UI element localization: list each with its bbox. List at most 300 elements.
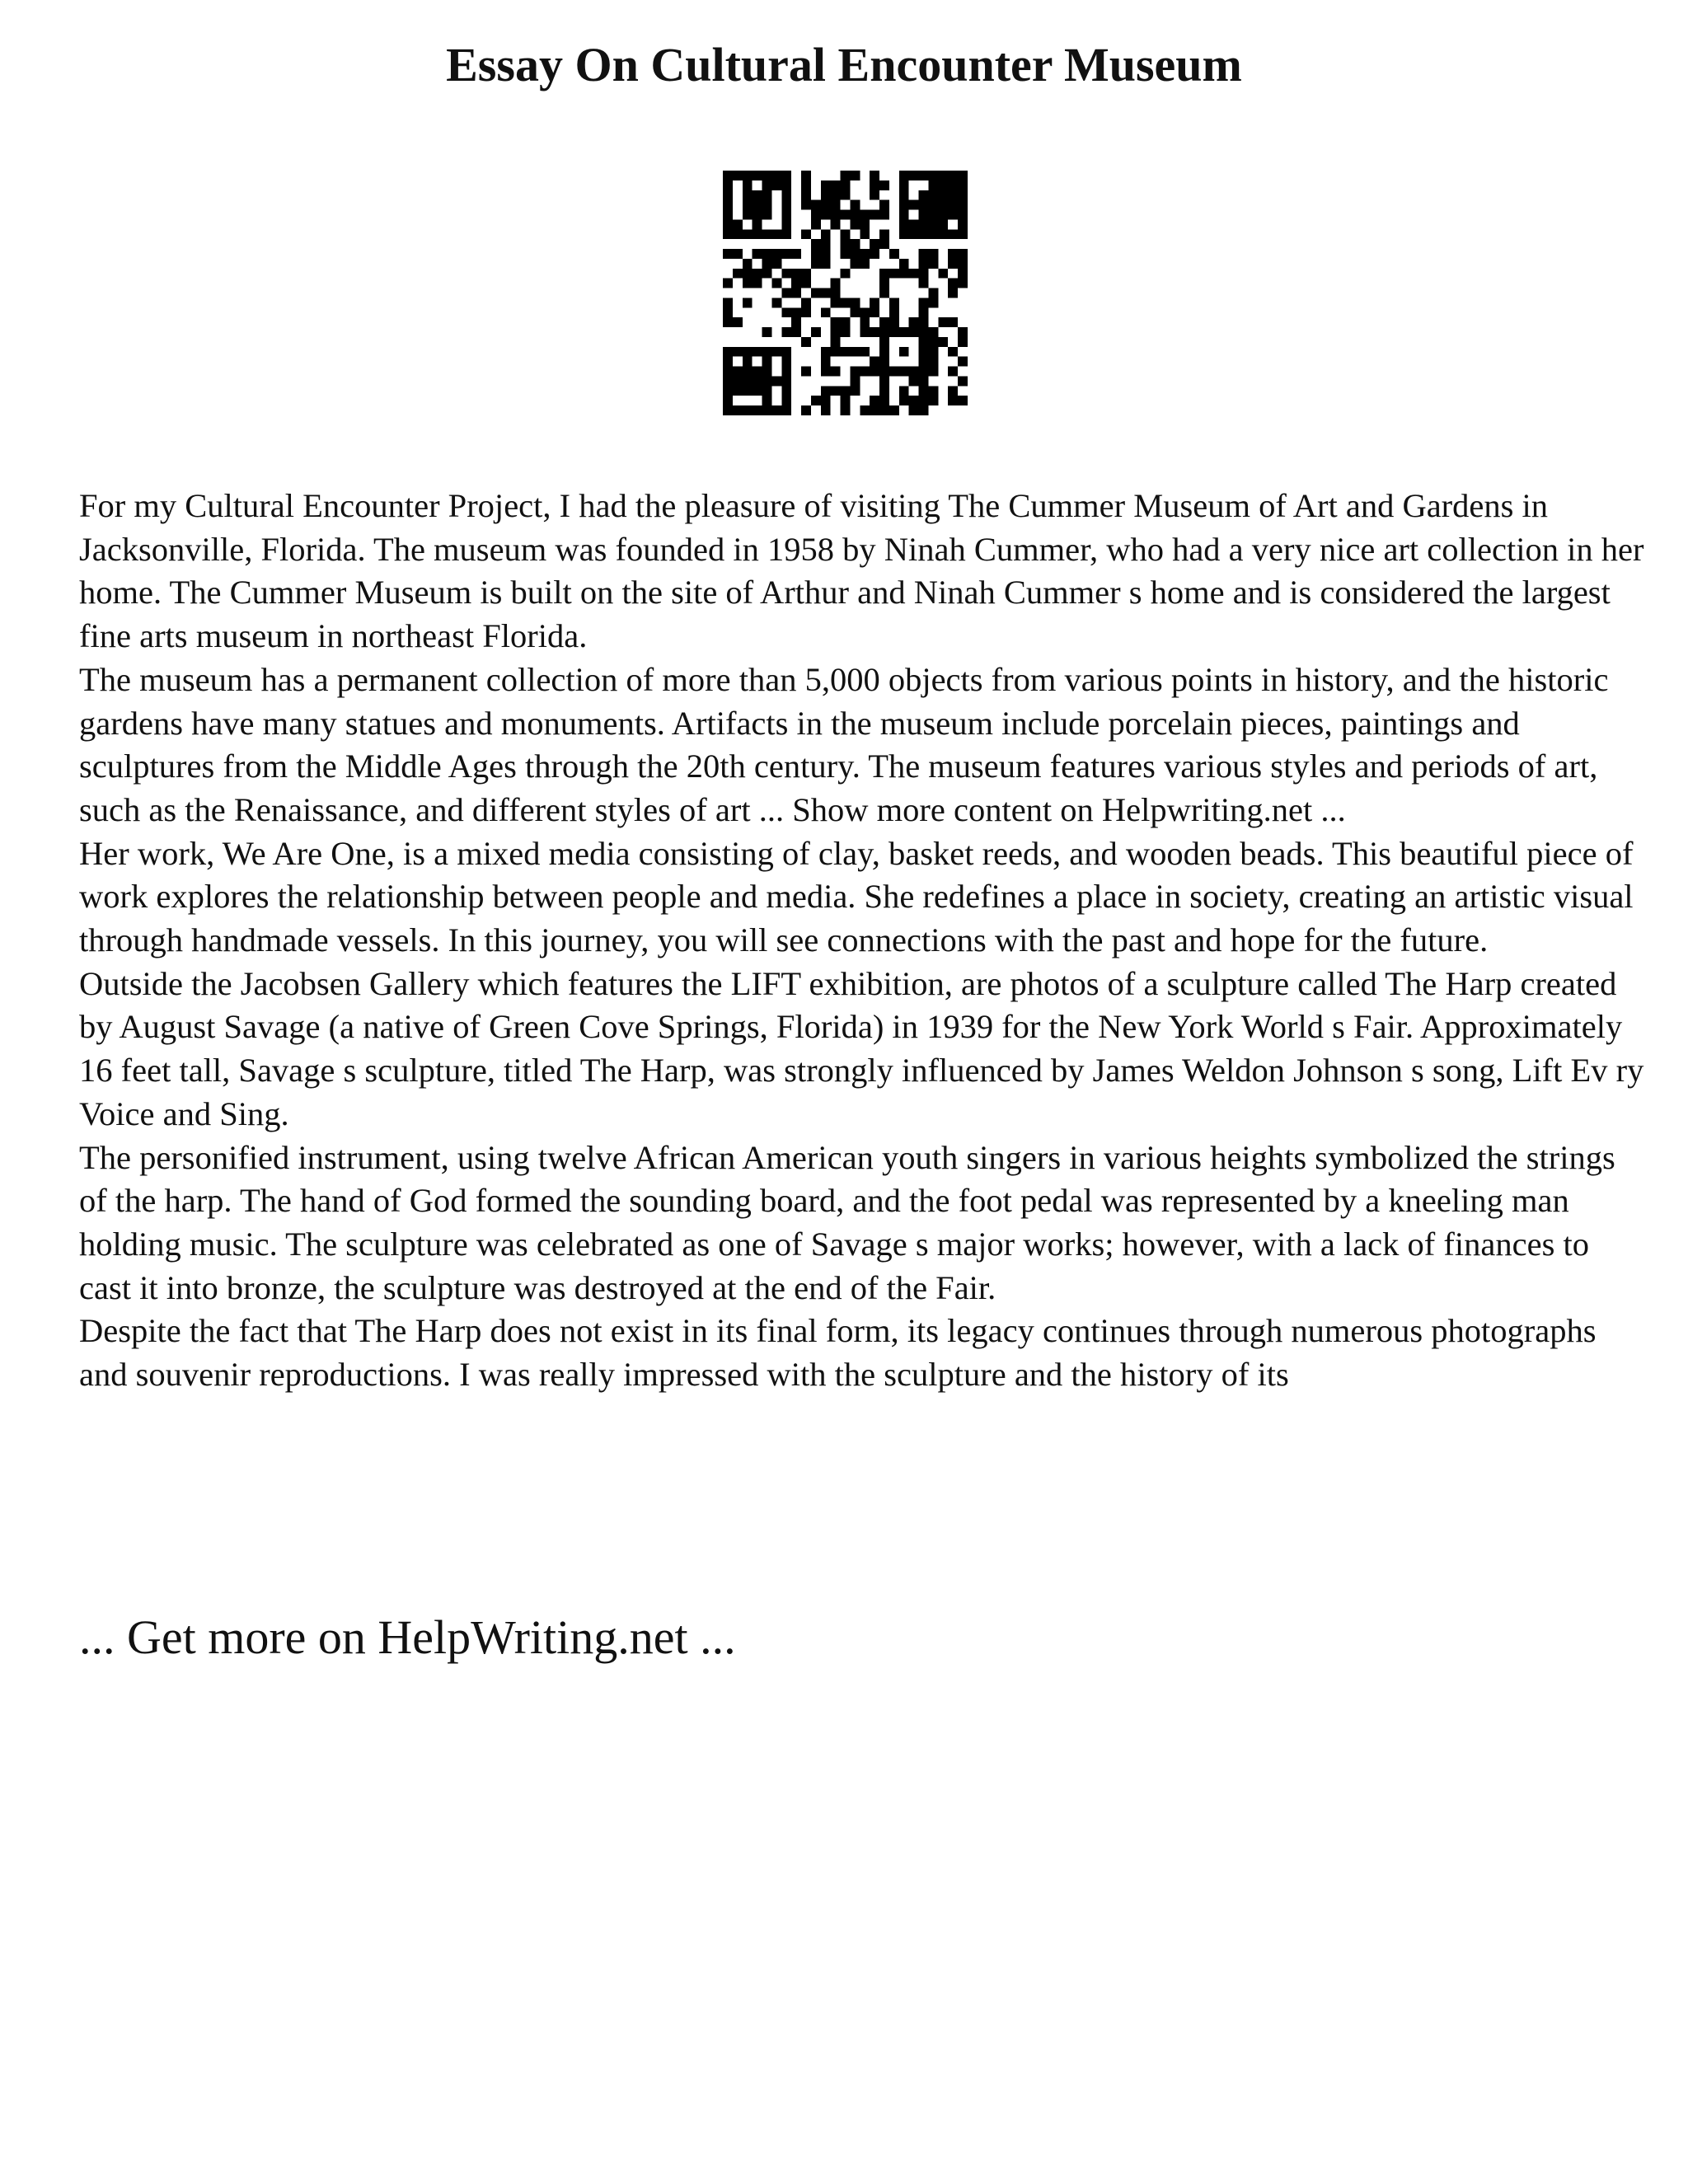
qr-module (762, 347, 772, 357)
qr-module (762, 405, 772, 415)
qr-module (899, 367, 909, 377)
qr-module (879, 347, 889, 357)
qr-module (723, 200, 733, 210)
qr-module (723, 347, 733, 357)
qr-module (821, 288, 831, 298)
qr-module (781, 396, 791, 405)
qr-module (743, 190, 753, 200)
qr-module (801, 190, 811, 200)
qr-module (870, 171, 879, 180)
qr-module (879, 337, 889, 347)
qr-module (762, 200, 772, 210)
qr-module (860, 219, 870, 229)
qr-module (879, 376, 889, 386)
essay-paragraph: For my Cultural Encounter Project, I had the pleasure of visiting The Cummer Museum of Art and Gardens in Jacksonville, Florida. The museum was founded in 1958 by Ninah Cummer, who had a very nice art collection in her home. The Cummer Museum is built on the site of Arthur and Ninah Cummer s home and is considered the largest fine arts museum in northeast Florida. (79, 487, 1644, 655)
qr-module (850, 347, 860, 357)
qr-module (723, 405, 733, 415)
qr-module (743, 405, 753, 415)
qr-module (762, 376, 772, 386)
qr-module (919, 229, 929, 239)
qr-module (909, 269, 919, 279)
qr-module (958, 259, 968, 269)
qr-module (831, 190, 841, 200)
qr-module (909, 405, 919, 415)
qr-module (821, 347, 831, 357)
qr-module (781, 200, 791, 210)
qr-module (919, 327, 929, 337)
qr-module (743, 269, 753, 279)
qr-module (781, 219, 791, 229)
qr-module (753, 386, 762, 396)
qr-module (762, 386, 772, 396)
qr-module (733, 386, 743, 396)
qr-module (762, 171, 772, 180)
qr-module (860, 259, 870, 269)
qr-module (909, 171, 919, 180)
qr-module (879, 405, 889, 415)
qr-module (879, 386, 889, 396)
qr-module (821, 396, 831, 405)
qr-module (781, 229, 791, 239)
qr-module (948, 288, 958, 298)
qr-module (743, 229, 753, 239)
qr-module (948, 386, 958, 396)
qr-module (723, 367, 733, 377)
qr-module (821, 357, 831, 367)
qr-module (753, 210, 762, 220)
qr-module (879, 180, 889, 190)
qr-module (801, 180, 811, 190)
qr-module (860, 327, 870, 337)
qr-module (919, 317, 929, 327)
qr-module (889, 298, 899, 307)
qr-module (821, 405, 831, 415)
qr-module (919, 367, 929, 377)
qr-module (811, 219, 821, 229)
qr-module (762, 190, 772, 200)
qr-module (791, 269, 801, 279)
qr-module (821, 229, 831, 239)
qr-module (958, 210, 968, 220)
qr-module (831, 367, 841, 377)
qr-module (879, 327, 889, 337)
qr-module (771, 171, 781, 180)
qr-module (919, 405, 929, 415)
qr-module (762, 357, 772, 367)
qr-module (753, 249, 762, 259)
qr-module (771, 405, 781, 415)
qr-module (919, 200, 929, 210)
qr-module (753, 171, 762, 180)
qr-module (841, 347, 851, 357)
qr-module (743, 367, 753, 377)
qr-module (801, 171, 811, 180)
qr-module (889, 367, 899, 377)
qr-module (938, 317, 948, 327)
qr-module (753, 376, 762, 386)
qr-module (958, 269, 968, 279)
qr-module (801, 269, 811, 279)
qr-module (762, 396, 772, 405)
qr-module (938, 200, 948, 210)
qr-module (821, 210, 831, 220)
qr-module (723, 307, 733, 317)
qr-module (753, 229, 762, 239)
qr-module (889, 317, 899, 327)
qr-module (821, 259, 831, 269)
qr-module (831, 317, 841, 327)
qr-module (831, 347, 841, 357)
qr-module (928, 367, 938, 377)
get-more-link[interactable]: ... Get more on HelpWriting.net ... (79, 1610, 736, 1664)
qr-module (723, 376, 733, 386)
qr-module (928, 347, 938, 357)
qr-module (850, 259, 860, 269)
qr-module (870, 190, 879, 200)
qr-module (743, 357, 753, 367)
qr-module (762, 269, 772, 279)
qr-module (899, 219, 909, 229)
qr-module (958, 229, 968, 239)
qr-module (801, 307, 811, 317)
qr-module (762, 259, 772, 269)
qr-module (909, 229, 919, 239)
qr-module (928, 327, 938, 337)
qr-module (938, 180, 948, 190)
qr-module (899, 347, 909, 357)
qr-module (948, 180, 958, 190)
qr-module (781, 357, 791, 367)
qr-module (781, 367, 791, 377)
qr-module (948, 200, 958, 210)
qr-module (860, 317, 870, 327)
qr-module (899, 190, 909, 200)
qr-module (723, 229, 733, 239)
qr-module (899, 386, 909, 396)
qr-module (733, 219, 743, 229)
qr-module (841, 396, 851, 405)
qr-module (909, 396, 919, 405)
qr-module (733, 249, 743, 259)
qr-module (841, 269, 851, 279)
qr-module (841, 180, 851, 190)
qr-module (919, 219, 929, 229)
qr-module (919, 386, 929, 396)
qr-module (958, 190, 968, 200)
qr-module (948, 229, 958, 239)
qr-module (938, 190, 948, 200)
qr-module (771, 229, 781, 239)
qr-module (781, 347, 791, 357)
qr-module (791, 317, 801, 327)
qr-module (841, 249, 851, 259)
qr-module (928, 171, 938, 180)
qr-module (850, 171, 860, 180)
qr-module (919, 190, 929, 200)
qr-module (889, 327, 899, 337)
qr-module (723, 298, 733, 307)
qr-module (919, 357, 929, 367)
qr-module (771, 180, 781, 190)
qr-module (879, 210, 889, 220)
qr-module (743, 376, 753, 386)
qr-module (870, 396, 879, 405)
qr-module (958, 376, 968, 386)
qr-module (743, 171, 753, 180)
qr-module (928, 200, 938, 210)
qr-module (791, 327, 801, 337)
qr-module (753, 269, 762, 279)
qr-module (831, 327, 841, 337)
qr-module (870, 239, 879, 249)
qr-module (938, 337, 948, 347)
qr-module (723, 279, 733, 288)
qr-module (831, 386, 841, 396)
qr-module (879, 200, 889, 210)
qr-module (841, 210, 851, 220)
qr-module (938, 210, 948, 220)
qr-module (879, 396, 889, 405)
qr-module (781, 386, 791, 396)
qr-module (781, 249, 791, 259)
qr-module (889, 269, 899, 279)
qr-module (831, 288, 841, 298)
qr-module (928, 396, 938, 405)
qr-module (791, 249, 801, 259)
qr-module (948, 396, 958, 405)
qr-module (870, 307, 879, 317)
qr-module (841, 405, 851, 415)
qr-module (879, 288, 889, 298)
qr-module (821, 386, 831, 396)
qr-module (771, 249, 781, 259)
qr-module (919, 259, 929, 269)
qr-module (781, 327, 791, 337)
qr-module (958, 327, 968, 337)
qr-module (909, 200, 919, 210)
qr-module (743, 259, 753, 269)
qr-module (850, 367, 860, 377)
qr-module (850, 307, 860, 317)
qr-module (928, 180, 938, 190)
qr-module (743, 298, 753, 307)
qr-module (733, 367, 743, 377)
qr-module (850, 210, 860, 220)
qr-module (841, 386, 851, 396)
qr-module (928, 190, 938, 200)
qr-module (762, 229, 772, 239)
qr-module (743, 180, 753, 190)
qr-module (733, 269, 743, 279)
qr-module (870, 298, 879, 307)
qr-module (723, 219, 733, 229)
qr-module (811, 259, 821, 269)
qr-module (928, 219, 938, 229)
qr-module (753, 347, 762, 357)
qr-module (771, 347, 781, 357)
qr-module (821, 180, 831, 190)
qr-module (948, 317, 958, 327)
qr-module (909, 317, 919, 327)
qr-module (771, 259, 781, 269)
qr-module (801, 337, 811, 347)
essay-paragraph: Her work, We Are One, is a mixed media consisting of clay, basket reeds, and wooden beads. This beautiful piece of work explores the relationship between people and media. She redefines a place in society, creating an artistic visual through handmade vessels. In this journey, you will see connections with the past and hope for the future. (79, 834, 1634, 959)
qr-module (879, 279, 889, 288)
qr-module (723, 386, 733, 396)
qr-module (899, 171, 909, 180)
qr-module (831, 210, 841, 220)
qr-module (743, 210, 753, 220)
qr-module (771, 298, 781, 307)
qr-module (938, 269, 948, 279)
qr-module (938, 171, 948, 180)
qr-module (948, 347, 958, 357)
qr-module (801, 229, 811, 239)
qr-module (948, 210, 958, 220)
qr-module (860, 210, 870, 220)
qr-module (841, 171, 851, 180)
qr-module (919, 210, 929, 220)
qr-module (811, 396, 821, 405)
qr-module (723, 357, 733, 367)
qr-module (860, 367, 870, 377)
qr-module (811, 327, 821, 337)
qr-module (753, 219, 762, 229)
qr-module (801, 298, 811, 307)
qr-module (899, 269, 909, 279)
qr-module (733, 376, 743, 386)
qr-module (860, 307, 870, 317)
qr-module (958, 279, 968, 288)
qr-module (928, 288, 938, 298)
qr-module (753, 190, 762, 200)
qr-module (753, 200, 762, 210)
qr-module (743, 279, 753, 288)
essay-paragraph: Despite the fact that The Harp does not exist in its final form, its legacy continues through numerous photographs and souvenir reproductions. I was really impressed with the sculpture and the history of its (79, 1312, 1597, 1394)
qr-module (870, 210, 879, 220)
qr-module (928, 259, 938, 269)
qr-module (723, 210, 733, 220)
qr-module (723, 396, 733, 405)
qr-module (958, 337, 968, 347)
qr-module (841, 229, 851, 239)
qr-module (743, 200, 753, 210)
qr-module (948, 249, 958, 259)
qr-module (889, 249, 899, 259)
qr-module (919, 307, 929, 317)
qr-module (860, 347, 870, 357)
qr-module (733, 171, 743, 180)
qr-module (928, 357, 938, 367)
qr-module (958, 249, 968, 259)
qr-module (781, 269, 791, 279)
qr-module (791, 307, 801, 317)
qr-module (938, 219, 948, 229)
qr-module (879, 269, 889, 279)
qr-module (811, 288, 821, 298)
qr-module (821, 239, 831, 249)
essay-paragraph: The museum has a permanent collection of more than 5,000 objects from various points in history, and the historic gardens have many statues and monuments. Artifacts in the museum include porcelain pieces, paintings and sculptures from the Middle Ages through the 20th century. The museum features various styles and periods of art, such as the Renaissance, and different styles of art ... Show more content on Helpwriting.net ... (79, 660, 1609, 828)
qr-module (762, 210, 772, 220)
qr-module (801, 405, 811, 415)
qr-module (909, 219, 919, 229)
qr-module (899, 180, 909, 190)
qr-module (811, 210, 821, 220)
qr-module (753, 279, 762, 288)
qr-module (762, 180, 772, 190)
qr-module (841, 298, 851, 307)
document-title: Essay On Cultural Encounter Museum (446, 38, 1242, 91)
qr-module (723, 180, 733, 190)
qr-module (811, 249, 821, 259)
qr-module (821, 190, 831, 200)
qr-module (958, 396, 968, 405)
qr-module (870, 327, 879, 337)
qr-module (821, 200, 831, 210)
qr-module (841, 190, 851, 200)
qr-module (811, 200, 821, 210)
qr-module (821, 307, 831, 317)
qr-module (850, 298, 860, 307)
qr-module (733, 347, 743, 357)
qr-module (762, 367, 772, 377)
qr-module (870, 405, 879, 415)
qr-module (831, 200, 841, 210)
qr-module (821, 367, 831, 377)
qr-module (762, 327, 772, 337)
qr-module (860, 249, 870, 259)
qr-module (831, 279, 841, 288)
qr-module (889, 307, 899, 317)
qr-module (889, 405, 899, 415)
qr-module (899, 200, 909, 210)
qr-module (753, 405, 762, 415)
qr-module (948, 367, 958, 377)
qr-module (781, 210, 791, 220)
qr-module (771, 279, 781, 288)
qr-module (781, 405, 791, 415)
qr-module (850, 200, 860, 210)
qr-module (870, 357, 879, 367)
qr-module (919, 337, 929, 347)
qr-module (919, 269, 929, 279)
qr-module (919, 376, 929, 386)
qr-module (958, 357, 968, 367)
qr-module (850, 219, 860, 229)
qr-module (801, 367, 811, 377)
qr-module (948, 259, 958, 269)
qr-module (860, 229, 870, 239)
qr-module (801, 279, 811, 288)
qr-module (791, 279, 801, 288)
qr-module (733, 405, 743, 415)
qr-module (781, 288, 791, 298)
qr-module (879, 317, 889, 327)
qr-module (850, 386, 860, 396)
qr-module (948, 279, 958, 288)
qr-module (919, 298, 929, 307)
qr-module (841, 239, 851, 249)
qr-module (743, 386, 753, 396)
qr-module (762, 249, 772, 259)
qr-module (781, 180, 791, 190)
essay-body (79, 485, 1645, 1397)
qr-module (781, 376, 791, 386)
qr-module (781, 171, 791, 180)
qr-module (928, 229, 938, 239)
qr-module (753, 367, 762, 377)
qr-module (919, 347, 929, 357)
